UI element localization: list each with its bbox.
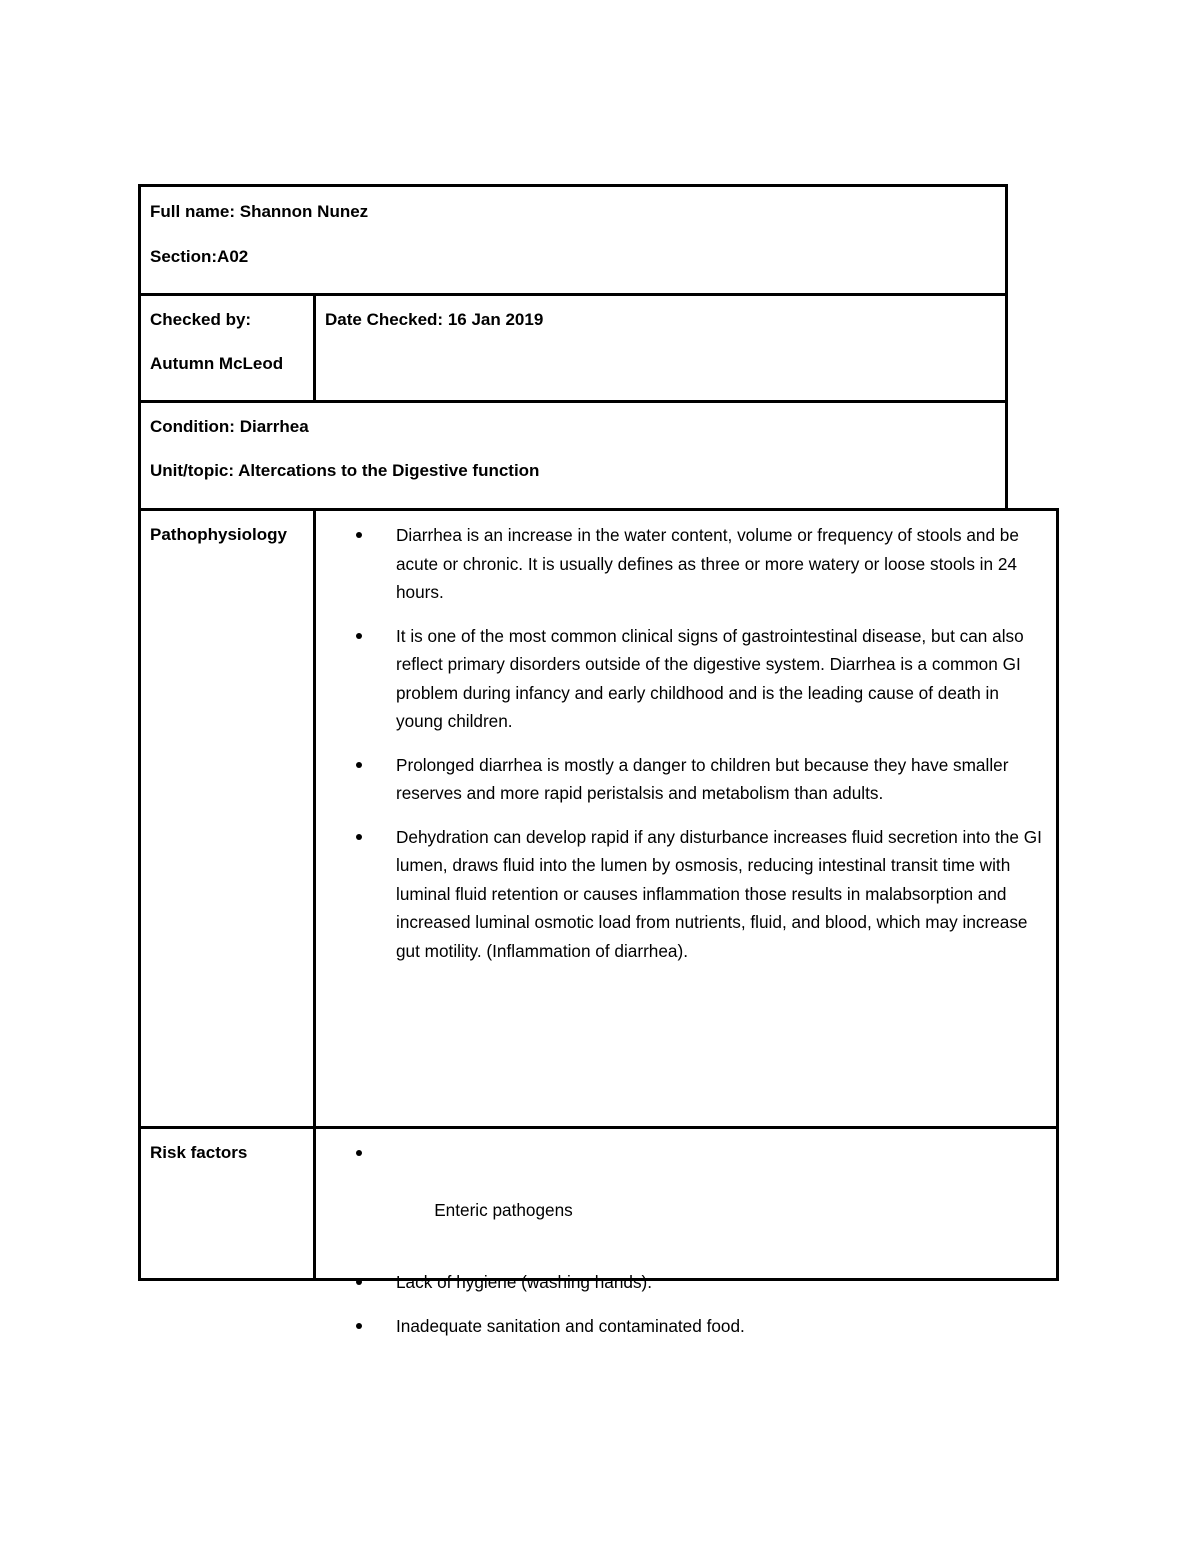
list-item-text: Dehydration can develop rapid if any disturbance increases fluid secretion into the GI lumen, draws fluid into the lumen by osmosis, reducing intestinal transit time with luminal fluid retention or causes inflammation those results in malabsorption and increased luminal osmotic load from nutrients, fluid, and blood, which may increase gut motility. (Inflammation of diarrhea). <box>396 826 1042 961</box>
pathophysiology-label: Pathophysiology <box>150 525 287 544</box>
checked-by-label: Checked by: <box>150 310 252 329</box>
list-item <box>356 751 1046 808</box>
condition-label: Condition: Diarrhea <box>150 417 309 436</box>
list-item-text: Lack of hygiene (washing hands). <box>396 1272 653 1292</box>
bullet-icon <box>356 1150 362 1156</box>
bullet-icon <box>356 1279 362 1285</box>
list-item-text: It is one of the most common clinical signs of gastrointestinal disease, but can also reflect primary disorders outside of the digestive system. Diarrhea is a common GI problem during infancy and early childhood and is the leading cause of death in young children. <box>396 625 1024 731</box>
risk-factors-label: Risk factors <box>150 1143 248 1162</box>
list-item-text: Enteric pathogens <box>424 1200 573 1220</box>
unit-topic-label: Unit/topic: Altercations to the Digestive function <box>150 461 540 480</box>
bullet-icon <box>356 1323 362 1329</box>
checked-row <box>138 293 1008 403</box>
list-item-text: Diarrhea is an increase in the water content, volume or frequency of stools and be acute or chronic. It is usually defines as three or more watery or loose stools in 24 hours. <box>396 525 1019 602</box>
checked-row-divider <box>313 293 316 403</box>
date-checked-label: Date Checked: 16 Jan 2019 <box>325 310 544 329</box>
list-item-text: Prolonged diarrhea is mostly a danger to children but because they have smaller reserves and more rapid peristalsis and metabolism than adults. <box>396 754 1009 803</box>
risk-factors-list <box>356 1139 1046 1355</box>
list-item <box>356 622 1046 736</box>
bullet-icon <box>356 834 362 840</box>
pathophysiology-list <box>356 521 1046 980</box>
lower-table-divider <box>313 508 316 1280</box>
list-item <box>356 1268 1046 1297</box>
checked-by-name: Autumn McLeod <box>150 354 284 373</box>
bullet-icon <box>356 532 362 538</box>
list-item <box>356 1312 1046 1341</box>
list-item <box>356 823 1046 966</box>
bullet-icon <box>356 762 362 768</box>
bullet-icon <box>356 633 362 639</box>
list-item-text: Inadequate sanitation and contaminated food. <box>396 1315 745 1336</box>
full-name-label: Full name: Shannon Nunez <box>150 202 369 221</box>
list-item <box>356 521 1046 607</box>
list-item <box>356 1139 1046 1253</box>
section-label: Section:A02 <box>150 247 249 266</box>
